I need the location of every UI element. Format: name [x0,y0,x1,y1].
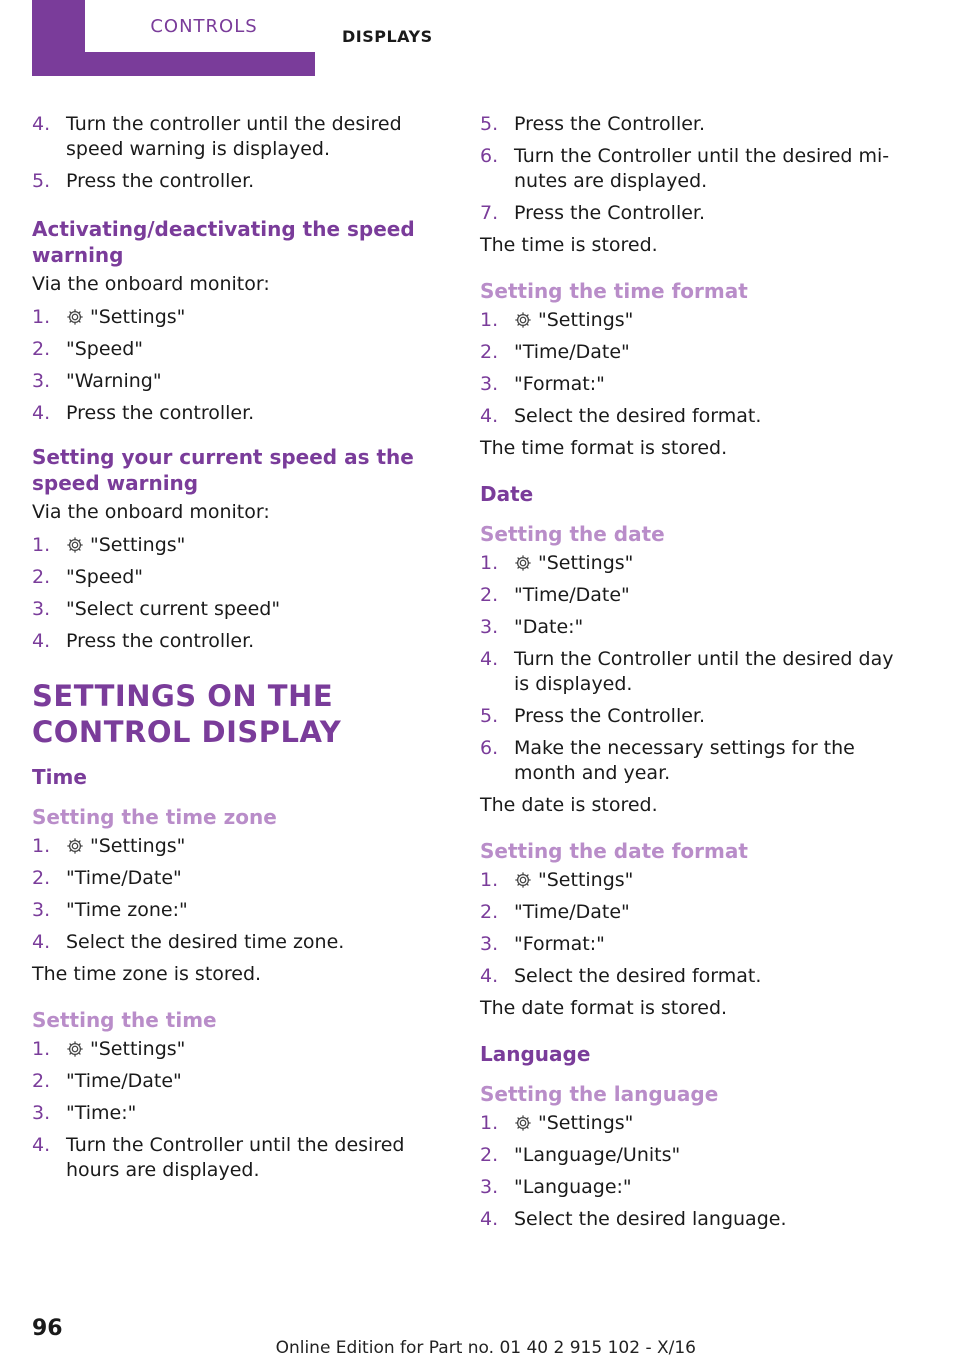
step-number: 2. [480,901,499,923]
step-number: 5. [480,113,499,135]
list-item [480,615,896,640]
step-number: 4. [480,965,499,987]
list-item [32,169,448,194]
step-number: 1. [480,552,499,574]
step-text: "Settings" [90,534,186,556]
step-text: Press the Controller. [514,705,706,727]
list-item [32,930,448,955]
gear-icon [66,837,84,855]
list-item [480,144,896,194]
step-number: 3. [32,370,51,392]
step-number: 5. [32,170,51,192]
step-number: 2. [480,584,499,606]
step-text: "Settings" [538,869,634,891]
current-speed-heading: Setting your current speed as the speed warning [32,445,414,495]
step-number: 2. [32,867,51,889]
step-text: "Settings" [538,309,634,331]
step-text: "Select current speed" [66,598,281,620]
list-item [32,1133,448,1183]
step-number: 4. [480,648,499,670]
gear-icon [514,871,532,889]
date-format-result: The date format is stored. [480,997,728,1019]
step-number: 2. [480,341,499,363]
step-number: 1. [480,309,499,331]
gear-icon [66,308,84,326]
step-number: 1. [32,835,51,857]
list-item [480,372,896,397]
step-text: Select the desired format. [514,965,762,987]
date-heading: Date [480,482,534,506]
list-item [32,305,448,330]
step-text: "Settings" [538,1112,634,1134]
list-item [480,932,896,957]
step-text: "Settings" [90,835,186,857]
set-date-heading: Setting the date [480,522,665,546]
step-text: "Time zone:" [66,899,188,921]
step-text: "Settings" [90,1038,186,1060]
list-item [32,112,448,162]
step-text: Turn the Controller until the desired minutes are displayed. [514,145,890,192]
step-text: Press the controller. [66,630,255,652]
list-item [480,900,896,925]
step-number: 3. [32,1102,51,1124]
step-text: Press the controller. [66,402,255,424]
step-number: 2. [32,338,51,360]
tab-controls-label: CONTROLS [150,15,258,37]
list-item [32,565,448,590]
list-item [480,736,896,786]
list-item [480,647,896,697]
step-number: 4. [480,1208,499,1230]
list-item [32,597,448,622]
list-item [480,964,896,989]
step-text: Select the desired time zone. [66,931,345,953]
list-item [32,1069,448,1094]
step-text: "Warning" [66,370,162,392]
step-text: "Date:" [514,616,584,638]
list-item [480,308,896,333]
step-text: Turn the Controller until the desired day is displayed. [514,648,894,695]
step-text: "Time/Date" [514,341,630,363]
step-number: 2. [32,566,51,588]
date-format-heading: Setting the date format [480,839,748,863]
step-number: 4. [32,113,51,135]
step-text: "Time/Date" [514,901,630,923]
set-time-steps [32,1037,448,1183]
step-number: 4. [480,405,499,427]
step-number: 6. [480,737,499,759]
step-text: Press the Controller. [514,202,706,224]
header-tabs [0,0,960,76]
footer-text: Online Edition for Part no. 01 40 2 915 102 - X/16 [275,1338,696,1358]
list-item [32,337,448,362]
step-number: 4. [32,931,51,953]
gear-icon [66,536,84,554]
list-item [480,583,896,608]
step-number: 3. [32,598,51,620]
step-text: "Format:" [514,933,605,955]
step-text: "Settings" [90,306,186,328]
language-heading: Language [480,1042,591,1066]
step-number: 7. [480,202,499,224]
list-item [480,340,896,365]
step-text: Turn the controller until the desired speed warning is displayed. [66,113,402,160]
time-result: The time is stored. [480,234,658,256]
right-column [480,112,896,1239]
set-date-steps [480,551,896,786]
step-number: 4. [32,630,51,652]
section-title: SETTINGS ON THE CONTROL DISPLAY [32,679,342,749]
list-item [32,629,448,654]
tab-displays[interactable]: DISPLAYS [342,27,433,46]
list-item [32,533,448,558]
step-number: 2. [480,1144,499,1166]
step-text: Select the desired language. [514,1208,787,1230]
list-item [480,551,896,576]
step-number: 6. [480,145,499,167]
step-text: Press the Controller. [514,113,706,135]
current-speed-intro: Via the onboard monitor: [32,501,270,523]
gear-icon [514,554,532,572]
set-date-result: The date is stored. [480,794,658,816]
step-text: Make the necessary settings for the month and year. [514,737,855,784]
step-text: "Settings" [538,552,634,574]
step-text: "Time/Date" [514,584,630,606]
speed-warning-steps [32,305,448,426]
list-item [480,201,896,226]
time-zone-steps [32,834,448,955]
time-zone-result: The time zone is stored. [32,963,262,985]
step-text: "Time/Date" [66,867,182,889]
tab-controls[interactable] [32,0,315,76]
list-item [32,1101,448,1126]
step-number: 3. [32,899,51,921]
left-column [32,112,448,1190]
current-speed-steps [32,533,448,654]
list-item [480,1175,896,1200]
step-number: 1. [32,534,51,556]
step-number: 1. [480,869,499,891]
set-language-steps [480,1111,896,1232]
set-time-heading: Setting the time [32,1008,217,1032]
step-number: 1. [32,1038,51,1060]
gear-icon [66,1040,84,1058]
gear-icon [514,1114,532,1132]
step-number: 1. [32,306,51,328]
set-language-heading: Setting the language [480,1082,719,1106]
list-item [480,868,896,893]
time-format-heading: Setting the time format [480,279,748,303]
step-text: "Time/Date" [66,1070,182,1092]
list-item [480,1111,896,1136]
list-item [480,1207,896,1232]
step-text: Press the controller. [66,170,255,192]
list-item [32,401,448,426]
gear-icon [514,311,532,329]
speed-warning-intro: Via the onboard monitor: [32,273,270,295]
step-number: 4. [32,402,51,424]
list-item [480,1143,896,1168]
speed-warning-heading: Activating/deactivating the speed warning [32,217,415,267]
step-text: "Speed" [66,338,144,360]
list-item [480,112,896,137]
step-number: 4. [32,1134,51,1156]
step-number: 2. [32,1070,51,1092]
step-text: "Language/Units" [514,1144,681,1166]
list-item [32,898,448,923]
step-number: 3. [480,616,499,638]
date-format-steps [480,868,896,989]
time-cont-steps [480,112,896,226]
step-text: "Time:" [66,1102,137,1124]
step-text: "Language:" [514,1176,632,1198]
step-text: "Format:" [514,373,605,395]
step-text: Select the desired format. [514,405,762,427]
list-item [480,704,896,729]
list-item [480,404,896,429]
time-zone-heading: Setting the time zone [32,805,277,829]
list-item [32,866,448,891]
step-text: Turn the Controller until the desired hours are displayed. [66,1134,405,1181]
time-format-result: The time format is stored. [480,437,728,459]
step-number: 3. [480,933,499,955]
step-number: 3. [480,373,499,395]
step-number: 3. [480,1176,499,1198]
list-item [32,1037,448,1062]
step-number: 1. [480,1112,499,1134]
time-heading: Time [32,765,87,789]
list-item [32,369,448,394]
intro-steps [32,112,448,194]
list-item [32,834,448,859]
time-format-steps [480,308,896,429]
page-number: 96 [32,1316,63,1341]
step-number: 5. [480,705,499,727]
step-text: "Speed" [66,566,144,588]
